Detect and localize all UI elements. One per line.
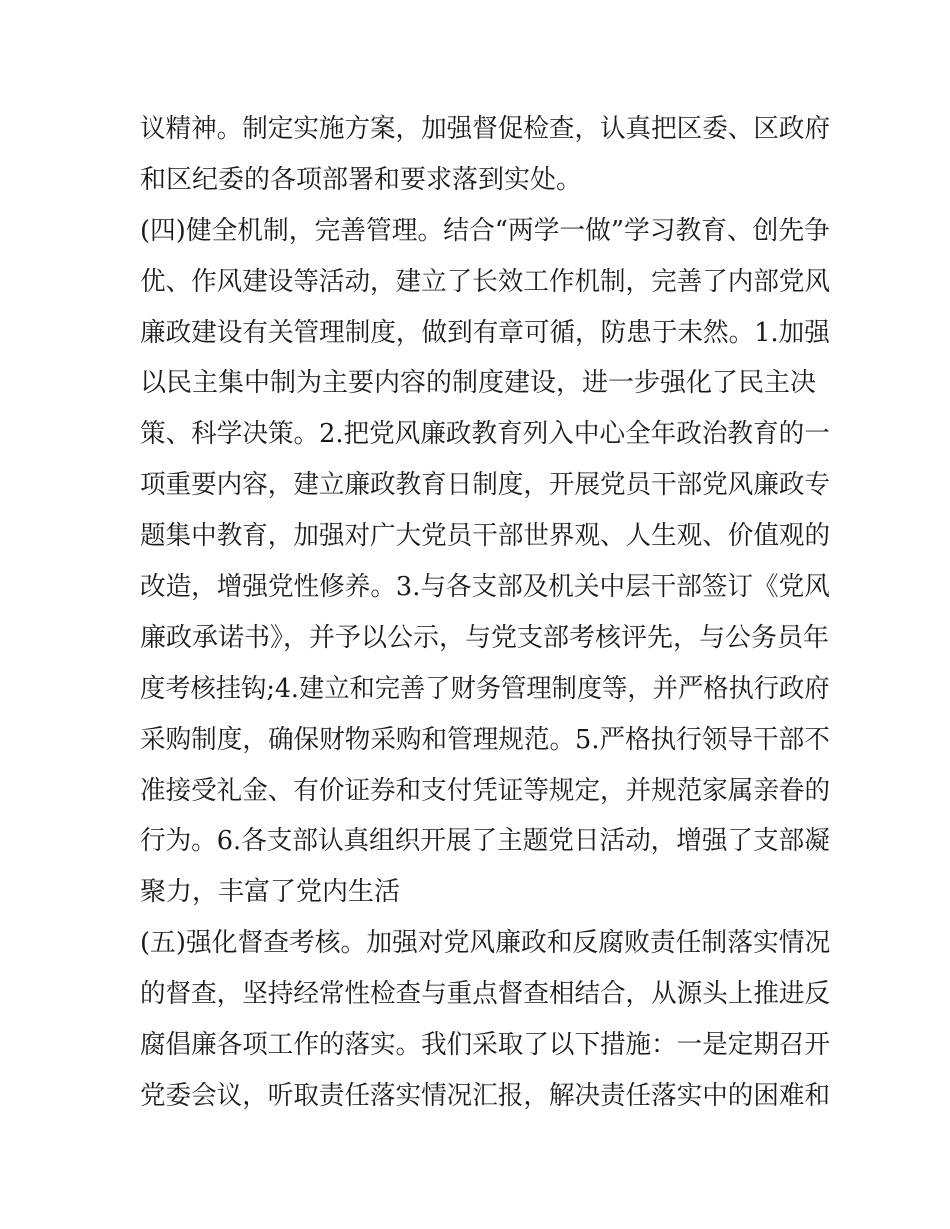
text-line: 廉政建设有关管理制度，做到有章可循，防患于未然。1.加强 [140,317,830,348]
text-line: 聚力，丰富了党内生活 [140,877,401,908]
text-line: 改造，增强党性修养。3.与各支部及机关中层干部签订《党风 [140,572,830,603]
text-line: 党委会议，听取责任落实情况汇报，解决责任落实中的困难和 [140,1080,831,1111]
section-heading-line: (五)强化督查考核。加强对党风廉政和反腐败责任制落实情况 [140,928,831,959]
text-line: 以民主集中制为主要内容的制度建设，进一步强化了民主决 [140,368,817,399]
text-line: 腐倡廉各项工作的落实。我们采取了以下措施：一是定期召开 [140,1030,831,1061]
text-line: 采购制度，确保财物采购和管理规范。5.严格执行领导干部不 [140,724,830,755]
text-line: 廉政承诺书》，并予以公示，与党支部考核评先，与公务员年 [140,622,830,653]
text-line: 优、作风建设等活动，建立了长效工作机制，完善了内部党风 [140,266,831,297]
text-line: 议精神。制定实施方案，加强督促检查，认真把区委、区政府 [140,114,831,144]
text-line: 准接受礼金、有价证券和支付凭证等规定，并规范家属亲眷的 [140,775,831,806]
text-line: 策、科学决策。2.把党风廉政教育列入中心全年政治教育的一 [140,419,830,450]
text-line: 项重要内容，建立廉政教育日制度，开展党员干部党风廉政专 [140,470,831,501]
text-line: 度考核挂钩;4.建立和完善了财务管理制度等，并严格执行政府 [140,673,830,704]
body-text [140,104,830,1122]
text-line: 题集中教育，加强对广大党员干部世界观、人生观、价值观的 [140,521,831,552]
text-line: 行为。6.各支部认真组织开展了主题党日活动，增强了支部凝 [140,826,830,857]
text-line: 和区纪委的各项部署和要求落到实处。 [140,164,583,195]
text-line: 的督查，坚持经常性检查与重点督查相结合，从源头上推进反 [140,979,831,1010]
section-heading-line: (四)健全机制，完善管理。结合“两学一做”学习教育、创先争 [140,215,830,246]
